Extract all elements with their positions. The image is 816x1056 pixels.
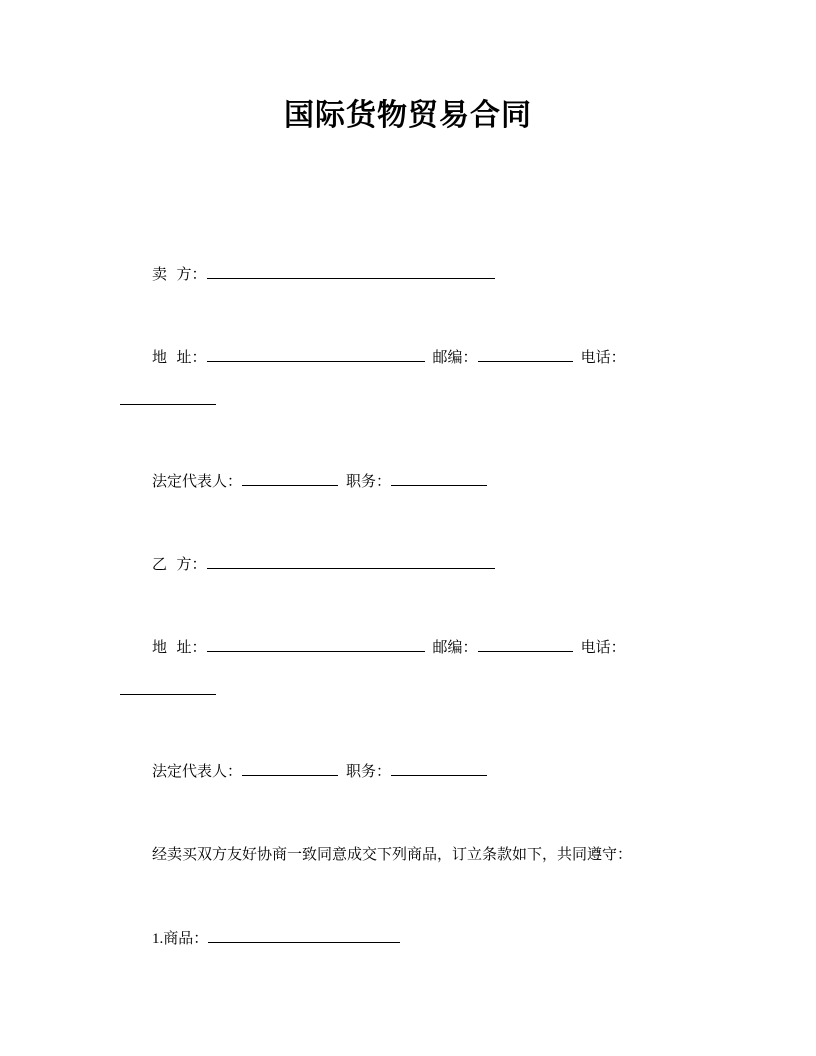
seller-phone-row — [120, 389, 216, 410]
buyer-address-label: 地 址： — [152, 638, 207, 656]
seller-address-label: 地 址： — [152, 348, 207, 366]
seller-postcode-label: 邮编： — [432, 348, 478, 366]
buyer-postcode-label: 邮编： — [432, 638, 478, 656]
seller-position-blank[interactable] — [391, 470, 487, 486]
buyer-postcode-blank[interactable] — [478, 636, 573, 652]
buyer-phone-blank[interactable] — [120, 679, 216, 695]
buyer-blank[interactable] — [207, 553, 495, 569]
buyer-phone-row — [120, 679, 216, 700]
buyer-phone-label: 电话： — [580, 638, 626, 656]
seller-address-row — [152, 346, 626, 367]
seller-phone-blank[interactable] — [120, 389, 216, 405]
buyer-rep-label: 法定代表人： — [152, 762, 243, 780]
item-goods-row — [152, 927, 400, 949]
buyer-position-blank[interactable] — [391, 760, 487, 776]
buyer-rep-blank[interactable] — [242, 760, 338, 776]
buyer-address-blank[interactable] — [207, 636, 425, 652]
goods-label: 商品： — [163, 929, 209, 947]
goods-blank[interactable] — [208, 927, 400, 943]
contract-intro: 经卖买双方友好协商一致同意成交下列商品，订立条款如下，共同遵守： — [152, 845, 633, 863]
contract-title: 国际货物贸易合同 — [284, 98, 532, 133]
seller-postcode-blank[interactable] — [478, 346, 573, 362]
seller-representative-row — [152, 470, 487, 491]
item-number: 1. — [152, 931, 164, 947]
buyer-label: 乙 方： — [152, 555, 207, 573]
seller-address-blank[interactable] — [207, 346, 425, 362]
buyer-representative-row — [152, 760, 487, 781]
seller-blank[interactable] — [207, 263, 495, 279]
buyer-row — [152, 553, 495, 574]
seller-label: 卖 方： — [152, 265, 207, 283]
buyer-position-label: 职务： — [346, 762, 392, 780]
seller-position-label: 职务： — [346, 472, 392, 490]
seller-row — [152, 263, 495, 284]
seller-rep-label: 法定代表人： — [152, 472, 243, 490]
buyer-address-row — [152, 636, 626, 657]
seller-phone-label: 电话： — [580, 348, 626, 366]
seller-rep-blank[interactable] — [242, 470, 338, 486]
